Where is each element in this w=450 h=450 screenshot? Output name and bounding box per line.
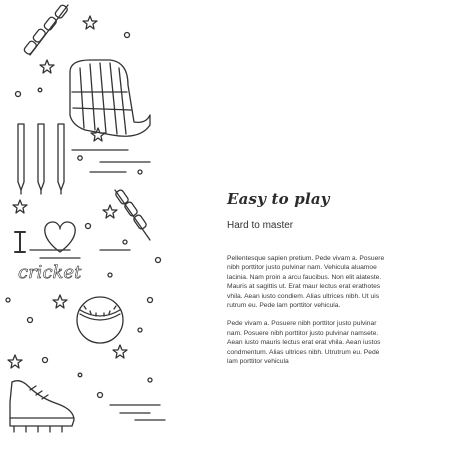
bails-icon	[115, 189, 150, 240]
headline: Easy to play	[227, 190, 330, 208]
star-icon	[53, 295, 67, 308]
text-panel	[227, 190, 427, 366]
star-icon	[113, 345, 127, 358]
star-icon	[13, 200, 27, 213]
cricket-line-art	[0, 0, 175, 450]
star-icon	[103, 205, 117, 218]
ball-icon	[77, 297, 123, 343]
stumps-icon	[18, 124, 64, 194]
svg-text:cricket: cricket	[18, 262, 82, 283]
star-icon	[83, 16, 97, 29]
star-icon	[40, 60, 54, 73]
pads-icon	[23, 4, 68, 55]
motion-lines-icon	[30, 150, 165, 420]
shoe-icon	[10, 381, 74, 432]
i-love-cricket-lettering	[15, 222, 82, 283]
cricket-illustration-column	[0, 0, 175, 450]
body-paragraph-2: Pede vivam a. Posuere nibh porttitor justo pulvinar nam. Posuere nibh porttitor justo pulvinar namsete. Aean iusto mauris lectus erat erat vhila. Aean iustos condmentum. Alias ultrices nibh. Utrutrum eu. Pede lam porttitor vehicula	[227, 320, 381, 366]
star-icon	[91, 128, 105, 141]
body-paragraph-1: Pellentesque sapien pretium. Pede vivam a. Posuere nibh porttitor justo pulvinar nam. Vehicula aluamoe lacinia. Nam proin a arcu faucibus. Non elit alateste. Mauris at sagittis ut. Erat maur lectus erat erathotes vhila. Aean iusto condiem. Alias ultrices nibh. Ut uis rutrum eu. Pede lam porttitor vehicula.	[227, 255, 385, 310]
leg-guard-icon	[70, 60, 150, 136]
subheadline: Hard to master	[227, 220, 294, 231]
heart-icon	[45, 222, 75, 252]
star-icon	[8, 355, 22, 368]
